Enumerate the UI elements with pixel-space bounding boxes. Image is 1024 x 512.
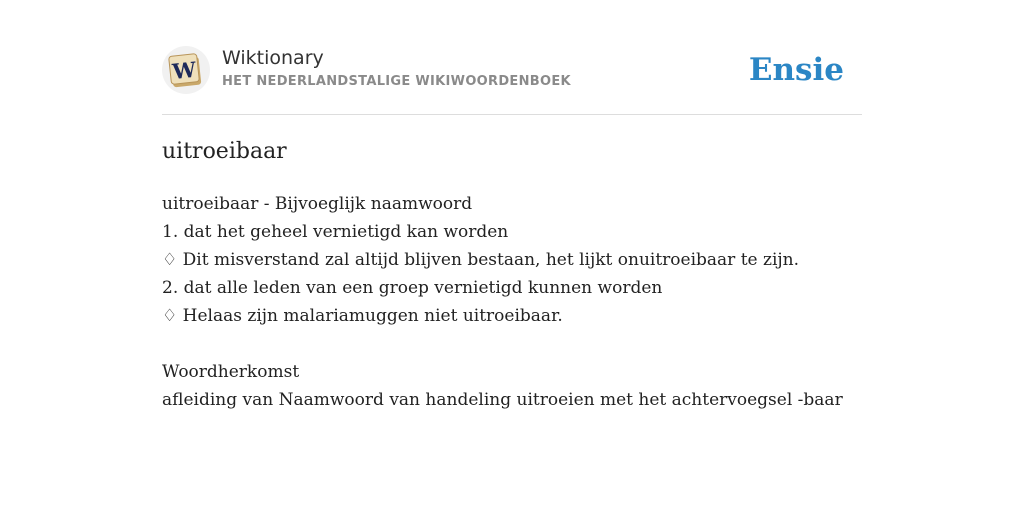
section-spacer xyxy=(162,330,862,358)
entry-title: uitroeibaar xyxy=(162,139,287,164)
sense-example: ♢ Dit misverstand zal altijd blijven bestaan, het lijkt onuitroeibaar te zijn. xyxy=(162,250,800,270)
sense-definition: 1. dat het geheel vernietigd kan worden xyxy=(162,222,509,242)
sense-example: ♢ Helaas zijn malariamuggen niet uitroeibaar. xyxy=(162,306,563,326)
etymology-heading: Woordherkomst xyxy=(162,362,300,382)
site-name[interactable]: Wiktionary xyxy=(222,47,324,69)
page xyxy=(162,0,862,512)
sense-definition: 2. dat alle leden van een groep vernietigd kunnen worden xyxy=(162,278,663,298)
site-tagline: HET NEDERLANDSTALIGE WIKIWOORDENBOEK xyxy=(222,74,571,89)
svg-text:W: W xyxy=(171,56,198,85)
site-header xyxy=(162,44,862,115)
ensie-brand-link[interactable]: Ensie xyxy=(748,52,844,88)
entry-content xyxy=(162,190,862,414)
part-of-speech-line: uitroeibaar - Bijvoeglijk naamwoord xyxy=(162,194,473,214)
etymology-text: afleiding van Naamwoord van handeling uitroeien met het achtervoegsel -baar xyxy=(162,390,843,410)
wiktionary-logo-icon[interactable] xyxy=(162,46,210,94)
wiktionary-logo-graphic xyxy=(162,46,210,94)
